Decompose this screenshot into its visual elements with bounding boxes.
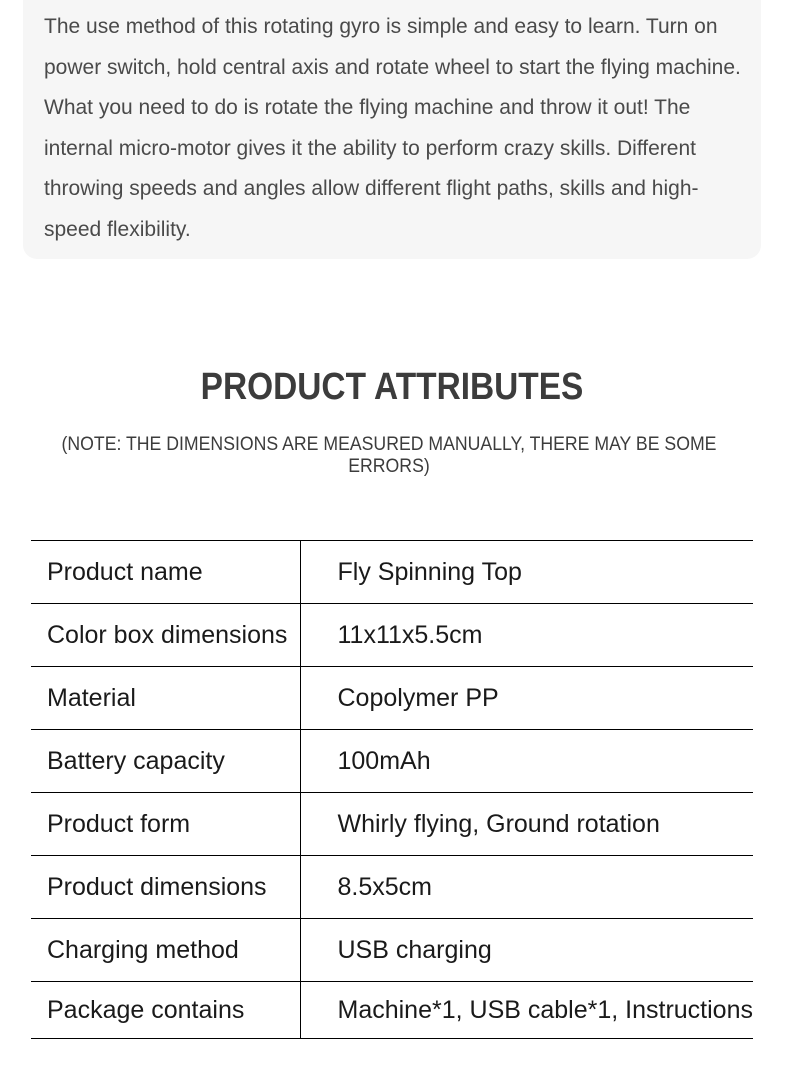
table-row: [31, 667, 753, 730]
section-title: PRODUCT ATTRIBUTES: [200, 366, 584, 408]
table-row: [31, 541, 753, 604]
attribute-label: Battery capacity: [31, 730, 300, 793]
attribute-label: Product dimensions: [31, 856, 300, 919]
table-row: [31, 730, 753, 793]
attribute-value: Whirly flying, Ground rotation: [300, 793, 753, 856]
table-row: [31, 919, 753, 982]
table-row: [31, 604, 753, 667]
attribute-label: Product name: [31, 541, 300, 604]
table-row: [31, 982, 753, 1039]
attribute-value: Fly Spinning Top: [300, 541, 753, 604]
attribute-value: 11x11x5.5cm: [300, 604, 753, 667]
attribute-value: Machine*1, USB cable*1, Instructions: [300, 982, 753, 1039]
table-row: [31, 856, 753, 919]
attribute-label: Color box dimensions: [31, 604, 300, 667]
attribute-value: 100mAh: [300, 730, 753, 793]
attributes-table: [31, 540, 753, 1039]
description-text: The use method of this rotating gyro is simple and easy to learn. Turn on power switch, hold central axis and rotate wheel to start the flying machine. What you need to do is rotate the flying machine and throw it out! The internal micro-motor gives it the ability to perform crazy skills. Different throwing speeds and angles allow different flight paths, skills and high-speed flexibility.: [44, 15, 741, 241]
attribute-label: Material: [31, 667, 300, 730]
attribute-value: USB charging: [300, 919, 753, 982]
attribute-label: Charging method: [31, 919, 300, 982]
table-row: [31, 793, 753, 856]
attribute-value: Copolymer PP: [300, 667, 753, 730]
section-note: (NOTE: THE DIMENSIONS ARE MEASURED MANUALLY, THERE MAY BE SOME ERRORS): [61, 434, 717, 477]
attribute-label: Package contains: [31, 982, 300, 1039]
attribute-value: 8.5x5cm: [300, 856, 753, 919]
description-box: [23, 0, 761, 259]
attribute-label: Product form: [31, 793, 300, 856]
